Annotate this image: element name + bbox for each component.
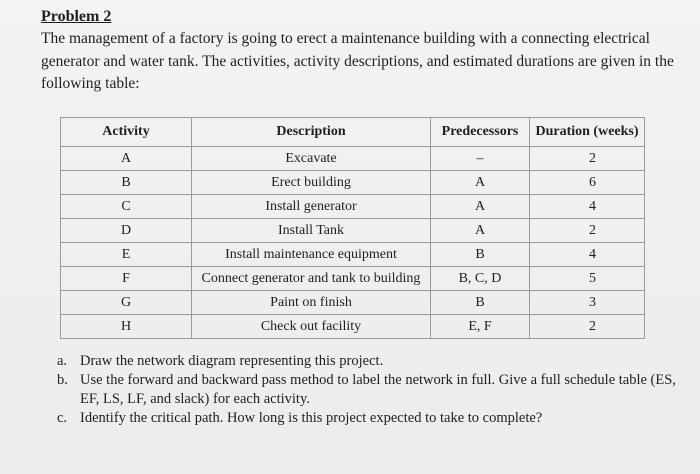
cell-description: Install generator [192,195,431,219]
table-row [61,243,645,267]
question-item [57,409,687,428]
cell-duration: 5 [530,267,645,291]
header-activity: Activity [61,118,192,147]
question-item [57,371,687,409]
header-description: Description [192,118,431,147]
cell-predecessors: E, F [431,315,530,339]
question-text: Identify the critical path. How long is this project expected to take to complete? [80,410,543,426]
problem-title: Problem 2 [41,8,112,25]
table-row [61,171,645,195]
cell-predecessors: – [431,147,530,171]
cell-activity: F [61,267,192,291]
question-marker: c. [57,410,68,426]
header-predecessors: Predecessors [431,118,530,147]
cell-description: Paint on finish [192,291,431,315]
cell-activity: B [61,171,192,195]
table-row [61,195,645,219]
question-text: Draw the network diagram representing this project. [80,353,384,369]
question-text: Use the forward and backward pass method to label the network in full. Give a full schedule table (ES, EF, LS, LF, and slack) for each activity. [80,372,676,407]
cell-description: Connect generator and tank to building [192,267,431,291]
cell-duration: 2 [530,147,645,171]
table-row [61,219,645,243]
cell-duration: 4 [530,243,645,267]
cell-duration: 2 [530,219,645,243]
cell-predecessors: B, C, D [431,267,530,291]
cell-predecessors: A [431,219,530,243]
cell-duration: 2 [530,315,645,339]
table-row [61,267,645,291]
cell-duration: 6 [530,171,645,195]
table-row [61,315,645,339]
question-list [57,352,687,428]
cell-predecessors: B [431,291,530,315]
cell-description: Install Tank [192,219,431,243]
cell-description: Install maintenance equipment [192,243,431,267]
cell-activity: A [61,147,192,171]
question-marker: b. [57,372,68,388]
cell-description: Erect building [192,171,431,195]
cell-duration: 4 [530,195,645,219]
cell-predecessors: A [431,171,530,195]
table-row [61,147,645,171]
cell-activity: E [61,243,192,267]
cell-predecessors: A [431,195,530,219]
question-marker: a. [57,353,68,369]
cell-activity: C [61,195,192,219]
cell-activity: H [61,315,192,339]
table-row [61,291,645,315]
header-duration: Duration (weeks) [530,118,645,147]
cell-activity: G [61,291,192,315]
question-item [57,352,687,371]
activity-table [60,117,645,339]
cell-description: Check out facility [192,315,431,339]
cell-activity: D [61,219,192,243]
cell-predecessors: B [431,243,530,267]
problem-intro: The management of a factory is going to erect a maintenance building with a connecting electrical generator and water tank. The activities, activity descriptions, and estimated durations are given in the following table: [41,30,674,92]
cell-duration: 3 [530,291,645,315]
cell-description: Excavate [192,147,431,171]
table-header-row [61,118,645,147]
